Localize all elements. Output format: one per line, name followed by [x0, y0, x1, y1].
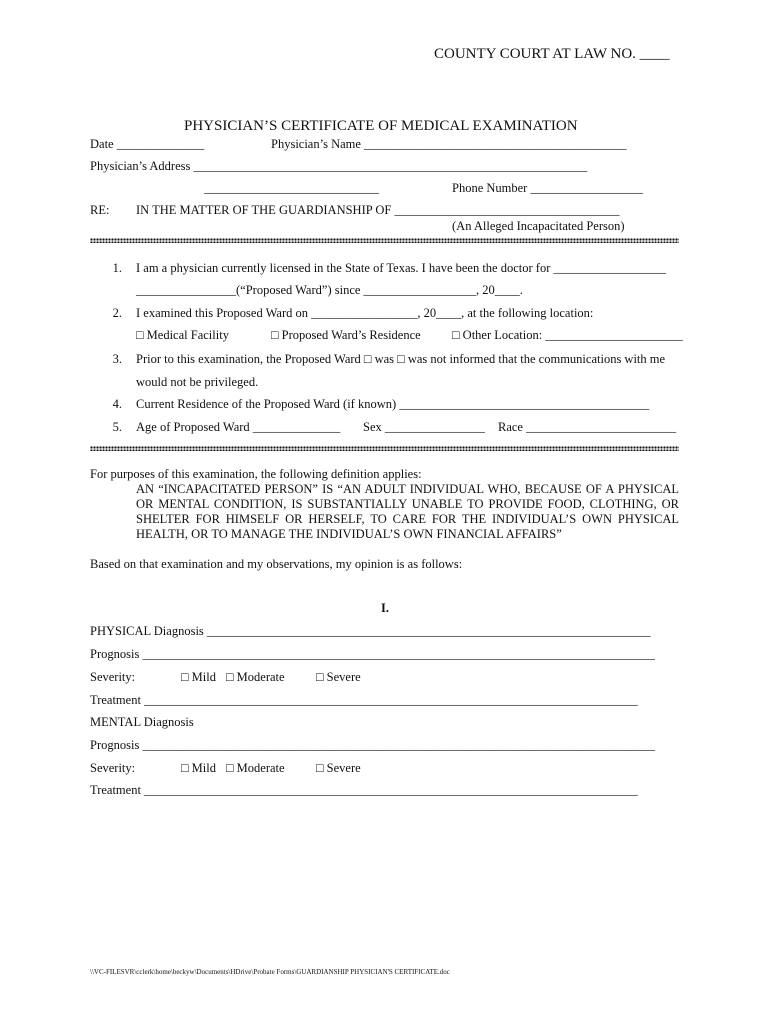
mental-severe-checkbox[interactable]: □ Severe [316, 761, 361, 775]
definition-text: AN “INCAPACITATED PERSON” IS “AN ADULT INDIVIDUAL WHO, BECAUSE OF A PHYSICAL OR MENTAL CONDITION, IS SUBSTANTIALLY UNABLE TO PROVIDE FOOD, CLOTHING, OR SHELTER FOR HIMSELF OR HERSELF, TO CARE FOR THE INDIVIDUAL’S OWN PHYSICAL HEALTH, OR TO MANAGE THE INDIVIDUAL’S OWN FINANCIAL AFFAIRS” [136, 482, 679, 541]
medical-facility-checkbox[interactable]: □ Medical Facility [136, 328, 229, 342]
item-1-line-1[interactable]: I am a physician currently licensed in the State of Texas. I have been the doctor for __________________ [136, 261, 666, 275]
other-location-checkbox[interactable]: □ Other Location: ______________________ [452, 328, 683, 342]
court-heading: COUNTY COURT AT LAW NO. ____ [434, 46, 670, 62]
physical-mild-checkbox[interactable]: □ Mild [181, 670, 216, 684]
mental-prognosis-field[interactable]: Prognosis __________________________________________________________________________________ [90, 738, 655, 752]
file-path-footer: \\VC-FILESVR\cclerk\home\beckyw\Documents\HDrive\Probate Forms\GUARDIANSHIP PHYSICIAN'S CERTIFICATE.doc [90, 968, 450, 976]
item-number-1: 1. [112, 261, 122, 275]
physician-name-field[interactable]: Physician’s Name __________________________________________ [271, 137, 627, 151]
item-number-2: 2. [112, 306, 122, 320]
mental-mild-checkbox[interactable]: □ Mild [181, 761, 216, 775]
phone-number-field[interactable]: Phone Number __________________ [452, 181, 643, 195]
physician-address-line2[interactable]: ____________________________ [204, 181, 379, 195]
date-field[interactable]: Date ______________ [90, 137, 205, 151]
item-3-line-2: would not be privileged. [136, 375, 259, 389]
opinion-intro: Based on that examination and my observations, my opinion is as follows: [90, 557, 463, 571]
physical-severity-label: Severity: [90, 670, 136, 684]
mental-moderate-checkbox[interactable]: □ Moderate [226, 761, 285, 775]
sex-field[interactable]: Sex ________________ [363, 420, 485, 434]
mental-severity-label: Severity: [90, 761, 136, 775]
item-3-line-1[interactable]: Prior to this examination, the Proposed Ward □ was □ was not informed that the communications with me [136, 352, 666, 366]
current-residence-field[interactable]: Current Residence of the Proposed Ward (if known) ________________________________________ [136, 397, 650, 411]
alleged-person-caption: (An Alleged Incapacitated Person) [452, 219, 625, 233]
mental-diagnosis-label: MENTAL Diagnosis [90, 715, 194, 729]
item-1-line-2[interactable]: ________________(“Proposed Ward”) since __________________, 20____. [136, 283, 523, 297]
physical-prognosis-field[interactable]: Prognosis __________________________________________________________________________________ [90, 647, 655, 661]
mental-treatment-field[interactable]: Treatment _______________________________________________________________________________ [90, 783, 638, 797]
physical-diagnosis-field[interactable]: PHYSICAL Diagnosis _______________________________________________________________________ [90, 624, 651, 638]
ward-residence-checkbox[interactable]: □ Proposed Ward’s Residence [271, 328, 421, 342]
race-field[interactable]: Race ________________________ [498, 420, 677, 434]
physical-severe-checkbox[interactable]: □ Severe [316, 670, 361, 684]
re-label: RE: [90, 203, 110, 217]
dotted-divider-bottom [90, 446, 679, 451]
physician-address-field[interactable]: Physician’s Address _______________________________________________________________ [90, 159, 588, 173]
dotted-divider-top [90, 238, 679, 243]
physical-treatment-field[interactable]: Treatment _______________________________________________________________________________ [90, 693, 638, 707]
guardianship-field[interactable]: IN THE MATTER OF THE GUARDIANSHIP OF ____________________________________ [136, 203, 620, 217]
item-number-3: 3. [112, 352, 122, 366]
definition-intro: For purposes of this examination, the following definition applies: [90, 467, 422, 481]
physical-moderate-checkbox[interactable]: □ Moderate [226, 670, 285, 684]
item-2-line-1[interactable]: I examined this Proposed Ward on _________________, 20____, at the following location: [136, 306, 594, 320]
section-heading: I. [381, 601, 389, 615]
item-number-5: 5. [112, 420, 122, 434]
age-field[interactable]: Age of Proposed Ward ______________ [136, 420, 341, 434]
item-number-4: 4. [112, 397, 122, 411]
page-title: PHYSICIAN’S CERTIFICATE OF MEDICAL EXAMINATION [184, 118, 578, 134]
